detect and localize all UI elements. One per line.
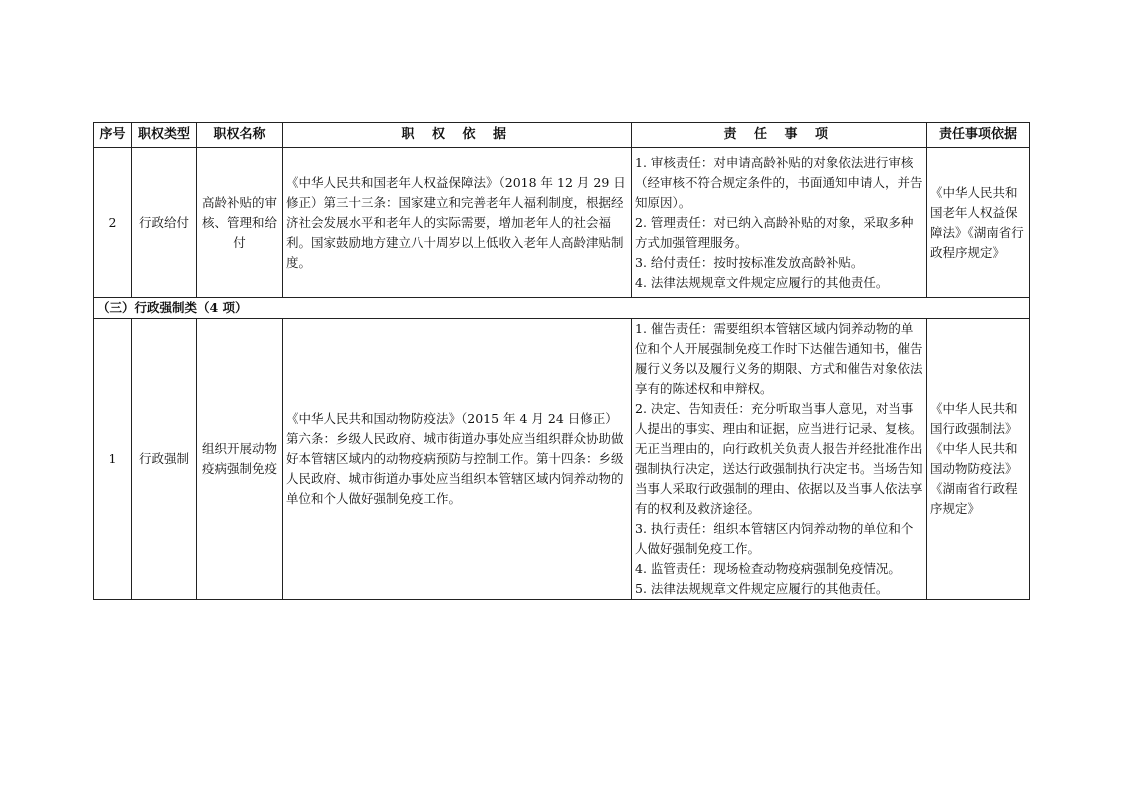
- duty-item: 4. 监管责任：现场检查动物疫病强制免疫情况。: [635, 561, 901, 576]
- row-duty-basis: 《中华人民共和国老年人权益保障法》《湖南省行政程序规定》: [927, 148, 1030, 298]
- duty-item: 5. 法律法规规章文件规定应履行的其他责任。: [635, 581, 889, 596]
- row-duty-basis: 《中华人民共和国行政强制法》《中华人民共和国动物防疫法》《湖南省行政程序规定》: [927, 319, 1030, 600]
- section-title: （三）行政强制类（4 项）: [94, 298, 1030, 319]
- header-seq: 序号: [94, 123, 132, 148]
- row-duties: [632, 319, 927, 600]
- row-basis: 《中华人民共和国动物防疫法》（2015 年 4 月 24 日修正）第六条：乡级人民政府、城市街道办事处应当组织群众协助做好本管辖区域内的动物疫病预防与控制工作。第十四条：乡级人民政府、城市街道办事处应当组织本管辖区域内饲养动物的单位和个人做好强制免疫工作。: [283, 319, 632, 600]
- row-duties: [632, 148, 927, 298]
- duty-item: 1. 催告责任：需要组织本管辖区域内饲养动物的单位和个人开展强制免疫工作时下达催告通知书，催告履行义务以及履行义务的期限、方式和催告对象依法享有的陈述权和申辩权。: [635, 321, 923, 396]
- header-row: [94, 123, 1030, 148]
- row-seq: 2: [94, 148, 132, 298]
- row-seq: 1: [94, 319, 132, 600]
- table-row: [94, 148, 1030, 298]
- header-basis: 职 权 依 据: [283, 123, 632, 148]
- section-row: [94, 298, 1030, 319]
- duty-item: 3. 执行责任：组织本管辖区内饲养动物的单位和个人做好强制免疫工作。: [635, 521, 914, 556]
- duty-item: 1. 审核责任：对申请高龄补贴的对象依法进行审核（经审核不符合规定条件的，书面通知申请人，并告知原因）。: [635, 154, 923, 210]
- header-type: 职权类型: [132, 123, 197, 148]
- table-row: [94, 319, 1030, 600]
- duty-item: 3. 给付责任：按时按标准发放高龄补贴。: [635, 254, 864, 270]
- duty-item: 4. 法律法规规章文件规定应履行的其他责任。: [635, 274, 889, 290]
- duty-item: 2. 决定、告知责任：充分听取当事人意见，对当事人提出的事实、理由和证据，应当进行记录、复核。无正当理由的，向行政机关负责人报告并经批准作出强制执行决定，送达行政强制执行决定书。当场告知当事人采取行政强制的理由、依据以及当事人依法享有的权利及救济途径。: [635, 401, 923, 516]
- row-name: 组织开展动物疫病强制免疫: [197, 319, 283, 600]
- header-name: 职权名称: [197, 123, 283, 148]
- row-type: 行政强制: [132, 319, 197, 600]
- row-name: 高龄补贴的审核、管理和给付: [197, 148, 283, 298]
- row-basis: 《中华人民共和国老年人权益保障法》（2018 年 12 月 29 日修正）第三十三条：国家建立和完善老年人福利制度，根据经济社会发展水平和老年人的实际需要，增加老年人的社会福利。国家鼓励地方建立八十周岁以上低收入老年人高龄津贴制度。: [283, 148, 632, 298]
- duty-table: [93, 122, 1030, 600]
- header-duties: 责 任 事 项: [632, 123, 927, 148]
- row-type: 行政给付: [132, 148, 197, 298]
- duty-item: 2. 管理责任：对已纳入高龄补贴的对象，采取多种方式加强管理服务。: [635, 214, 914, 250]
- header-duty-basis: 责任事项依据: [927, 123, 1030, 148]
